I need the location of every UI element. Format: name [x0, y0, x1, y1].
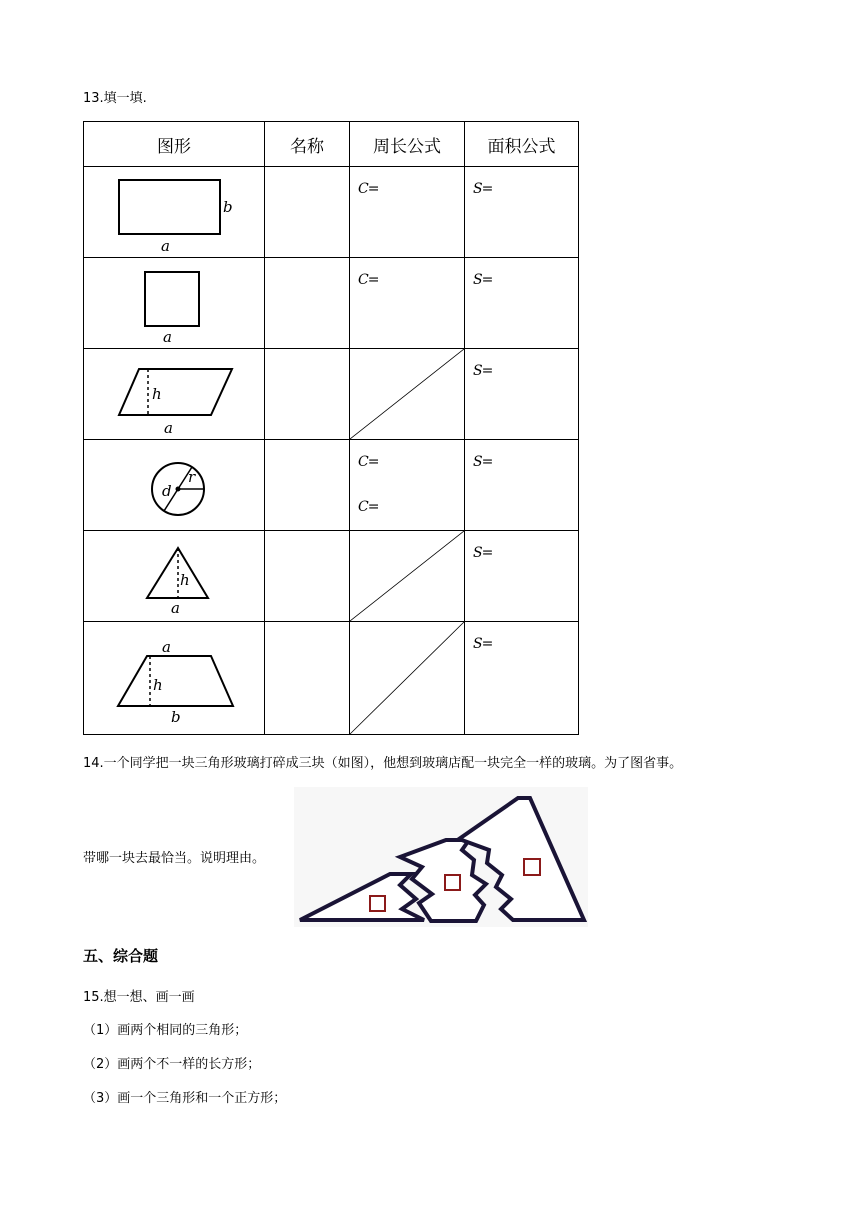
broken-glass-figure: [294, 787, 588, 927]
table-row: [84, 531, 579, 622]
triangle-figure: [84, 531, 264, 622]
perimeter-formula: C=: [358, 272, 379, 288]
perimeter-cell[interactable]: [350, 167, 465, 258]
table-header-row: [84, 122, 579, 167]
figure-cell-trapezoid: [84, 622, 265, 735]
label-b: b: [171, 708, 181, 726]
perimeter-cell-crossed: [350, 622, 465, 735]
question-15-item-2: （2）画两个不一样的长方形；: [83, 1057, 261, 1072]
square-figure: [84, 258, 264, 349]
question-15-item-1: （1）画两个相同的三角形；: [83, 1023, 248, 1038]
perimeter-cell[interactable]: [350, 440, 465, 531]
label-h: h: [180, 571, 190, 589]
diagonal-strike: [350, 349, 464, 439]
name-input-cell[interactable]: [265, 349, 350, 440]
table-row: [84, 258, 579, 349]
question-15-title: 15.想一想、画一画: [83, 990, 195, 1005]
area-formula: S=: [473, 545, 493, 561]
perimeter-formula-1: C=: [358, 454, 379, 470]
label-d: d: [162, 482, 172, 500]
table-row: [84, 167, 579, 258]
header-name: 名称: [265, 122, 350, 167]
label-a: a: [162, 638, 171, 656]
figure-cell-parallelogram: [84, 349, 265, 440]
rectangle-figure: [84, 167, 264, 258]
perimeter-formula-2: C=: [358, 499, 379, 515]
question-14-line2: 带哪一块去最恰当。说明理由。: [83, 851, 266, 866]
header-area: 面积公式: [465, 122, 579, 167]
label-h: h: [152, 385, 162, 403]
label-b: b: [223, 198, 233, 216]
trapezoid-figure: [84, 622, 264, 735]
name-input-cell[interactable]: [265, 167, 350, 258]
name-input-cell[interactable]: [265, 531, 350, 622]
name-input-cell[interactable]: [265, 622, 350, 735]
diagonal-strike: [350, 622, 464, 734]
area-cell[interactable]: [465, 531, 579, 622]
area-formula: S=: [473, 636, 493, 652]
perimeter-cell-crossed: [350, 531, 465, 622]
area-cell[interactable]: [465, 167, 579, 258]
area-formula: S=: [473, 181, 493, 197]
figure-cell-circle: [84, 440, 265, 531]
name-input-cell[interactable]: [265, 258, 350, 349]
section-5-title: 五、综合题: [83, 947, 159, 965]
area-formula: S=: [473, 363, 493, 379]
name-input-cell[interactable]: [265, 440, 350, 531]
table-row: [84, 349, 579, 440]
label-h: h: [153, 676, 163, 694]
area-cell[interactable]: [465, 440, 579, 531]
label-a: a: [163, 328, 172, 346]
perimeter-cell-crossed: [350, 349, 465, 440]
label-a: a: [164, 419, 173, 437]
area-formula: S=: [473, 272, 493, 288]
perimeter-formula: C=: [358, 181, 379, 197]
table-row: [84, 622, 579, 735]
figure-cell-rectangle: [84, 167, 265, 258]
perimeter-cell[interactable]: [350, 258, 465, 349]
area-formula: S=: [473, 454, 493, 470]
label-a: a: [161, 237, 170, 255]
shape-formula-table: [83, 121, 579, 735]
area-cell[interactable]: [465, 622, 579, 735]
table-row: [84, 440, 579, 531]
circle-figure: [84, 440, 264, 531]
diagonal-strike: [350, 531, 464, 621]
question-15-item-3: （3）画一个三角形和一个正方形；: [83, 1091, 287, 1106]
question-13-title: 13.填一填.: [83, 91, 147, 106]
label-a: a: [171, 599, 180, 617]
figure-cell-triangle: [84, 531, 265, 622]
parallelogram-figure: [84, 349, 264, 440]
area-cell[interactable]: [465, 258, 579, 349]
area-cell[interactable]: [465, 349, 579, 440]
figure-cell-square: [84, 258, 265, 349]
question-14-line1: 14.一个同学把一块三角形玻璃打碎成三块（如图），他想到玻璃店配一块完全一样的玻璃。为了图省事。: [83, 756, 683, 771]
header-perimeter: 周长公式: [350, 122, 465, 167]
header-figure: 图形: [84, 122, 265, 167]
label-r: r: [188, 468, 196, 486]
